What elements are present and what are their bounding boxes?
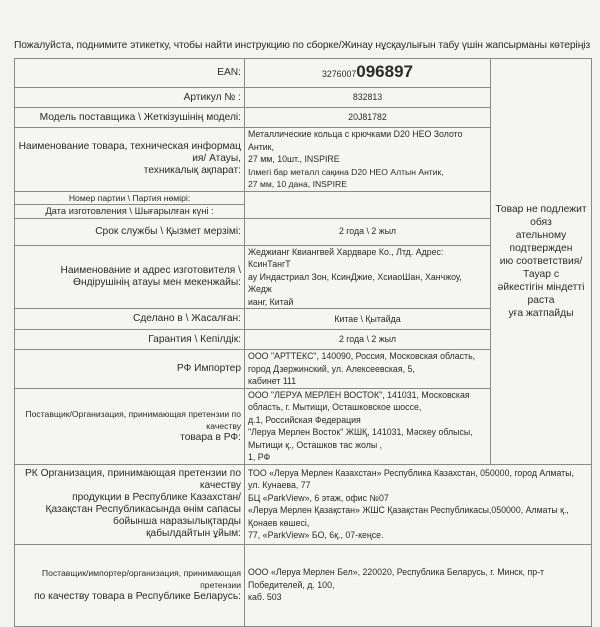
rf-claims-value: ООО "ЛЕРУА МЕРЛЕН ВОСТОК", 141031, Московская область, г. Мытищи, Осташковское шоссе, д.1, Российская Федерация "Леруа Мерлен Восток" ЖШҚ, 141031, Мәскеу облысы, Мытищи қ., Осташков тас жолы , 1, РФ <box>245 388 491 464</box>
ean-value-suffix: 096897 <box>356 61 413 81</box>
manufacturer-value: Жеджианг Квиангвей Хардваре Ко., Лтд. Адрес: КсинТангТ ау Индастриал Зон, КсинДжие, ХсиаоШан, Ханчжоу, Жедж ианг, Китай <box>245 245 491 309</box>
date-label: Дата изготовления \ Шығарылған күні : <box>45 205 214 216</box>
ean-value-prefix: 3276007 <box>322 68 357 79</box>
row-kz-claims <box>15 464 592 544</box>
by-claims-value: ООО «Леруа Мерлен Бел», 220020, Республика Беларусь, г. Минск, пр-т Победителей, д. 100, каб. 503 <box>245 544 592 626</box>
kz-claims-value: ТОО «Леруа Мерлен Казахстан» Республика Казахстан, 050000, город Алматы, ул. Кунаева, 77 БЦ «ParkView», 6 этаж, офис №07 «Леруа Мерлен Қазақстан» ЖШС Қазақстан Республикасы,050000, Алматы қ., Қонаев көшесі, 77, «ParkView» БО, 6қ., 07-кеңсе. <box>245 464 592 544</box>
ean-label: EAN: <box>15 59 245 88</box>
row-ean <box>15 59 592 88</box>
made-in-value: Китае \ Қытайда <box>245 309 491 330</box>
certification-note: Товар не подлежит обяз ательному подтвержден ию соответствия/ Тауар с әйкестігін міндетті раста уға жатпайды <box>491 59 592 465</box>
model-value: 20J81782 <box>245 108 491 128</box>
rf-importer-label: РФ Импортер <box>15 350 245 389</box>
batch-date-value <box>245 191 491 218</box>
article-label: Артикул № : <box>15 88 245 108</box>
ean-value <box>245 59 491 88</box>
label-header: Пожалуйста, поднимите этикетку, чтобы найти инструкцию по сборке/Жинау нұсқаулығын табу үшін жапсырманы көтеріңіз <box>14 40 591 51</box>
by-claims-label: Поставщик/импортер/организация, принимающая претензии по качеству товара в Республике Беларусь: <box>15 544 245 626</box>
batch-label: Номер партии \ Партия нөмірі: <box>15 193 244 205</box>
batch-date-label <box>15 191 245 218</box>
row-by-claims <box>15 544 592 626</box>
warranty-value: 2 года \ 2 жыл <box>245 330 491 350</box>
product-name-label: Наименование товара, техническая информац ия/ Атауы, техникалық ақпарат: <box>15 128 245 192</box>
manufacturer-label: Наименование и адрес изготовителя \ Өндірушінің атауы мен мекенжайы: <box>15 245 245 309</box>
made-in-label: Сделано в \ Жасалған: <box>15 309 245 330</box>
product-name-value: Металлические кольца с крючками D20 НЕО Золото Антик, 27 мм, 10шт., INSPIRE Ілмегі бар металл сақина D20 НЕО Алтын Антик, 27 мм, 10 дана, INSPIRE <box>245 128 491 192</box>
service-life-value: 2 года \ 2 жыл <box>245 218 491 245</box>
service-life-label: Срок службы \ Қызмет мерзімі: <box>15 218 245 245</box>
kz-claims-label: РК Организация, принимающая претензии по качеству продукции в Республике Казахстан/ Қазақстан Республикасында өнім сапасы бойынша наразылықтарды қабылдайтын ұйым: <box>15 464 245 544</box>
product-info-table <box>14 58 592 627</box>
model-label: Модель поставщика \ Жеткізушінің моделі: <box>15 108 245 128</box>
warranty-label: Гарантия \ Кепілдік: <box>15 330 245 350</box>
rf-importer-value: ООО "АРТТЕКС", 140090, Россия, Московская область, город Дзержинский, ул. Алексеевская, 5, кабинет 111 <box>245 350 491 389</box>
article-value: 832813 <box>245 88 491 108</box>
rf-claims-label: Поставщик/Организация, принимающая претензии по качеству товара в РФ: <box>15 388 245 464</box>
